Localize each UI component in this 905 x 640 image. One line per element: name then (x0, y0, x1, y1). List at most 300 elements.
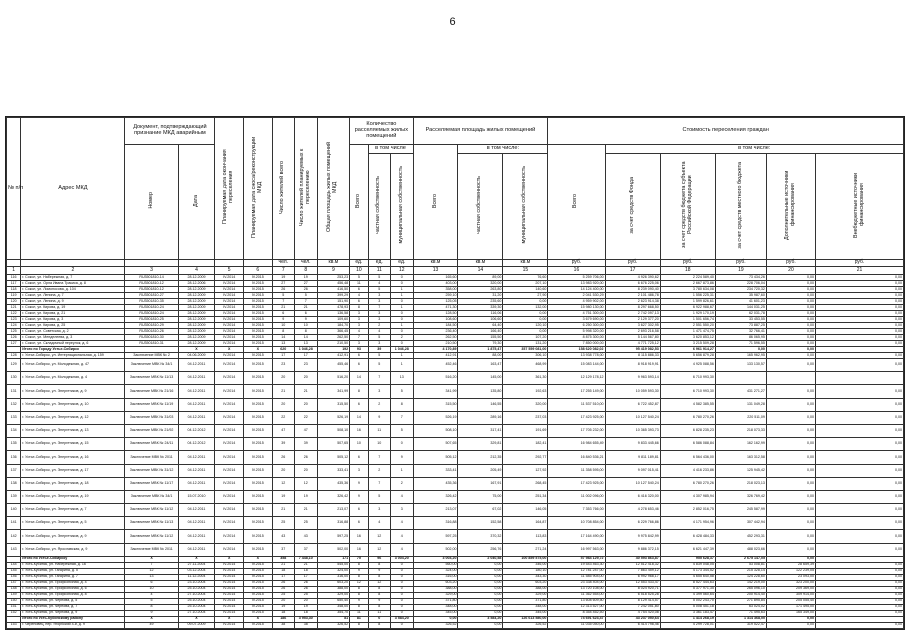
value-cell: 207,10 (503, 281, 548, 287)
relocation-date-cell: IV.2014 (215, 281, 244, 287)
value-cell: 124 228,60 (715, 574, 766, 580)
value-cell: 3 584,20 (458, 616, 503, 622)
value-cell: 6 722 452,87 (605, 398, 660, 411)
value-cell: 25 (295, 517, 317, 530)
value-cell (766, 372, 815, 385)
value-cell: 2 (368, 398, 390, 411)
value-cell: 0 (391, 311, 413, 317)
address-cell: Итого по Городу Устье-Сибирск (21, 347, 125, 353)
value-cell: 0,00 (815, 438, 903, 451)
col-rooms-total-header: Всего (350, 145, 368, 260)
value-cell: 1 (391, 293, 413, 299)
value-cell: 6 961 914,27 (660, 347, 715, 353)
row-number: 147 (7, 580, 21, 586)
value-cell: 317,41 (458, 424, 503, 437)
value-cell: 0,00 (815, 341, 903, 347)
value-cell: 366,45 (317, 329, 350, 335)
value-cell: 0,00 (815, 598, 903, 604)
demolition-date-cell: IV.2015 (243, 580, 272, 586)
value-cell: 146,55 (458, 398, 503, 411)
address-cell: г. Сокол, ул. Складочный переулок, д. 6 (21, 341, 125, 347)
value-cell: 526,19 (413, 411, 458, 424)
col-area-municipal-header: муниципальная собственность (503, 154, 548, 260)
value-cell: 0,00 (458, 598, 503, 604)
unit-cell: ед. (350, 260, 368, 267)
value-cell: 64,40 (458, 323, 503, 329)
value-cell: 6 (350, 451, 368, 464)
value-cell: 0,00 (815, 504, 903, 517)
address-cell: г. Усть-Кубинск, ул. Профсоюзная, д. 8 (21, 592, 125, 598)
value-cell: 4 (350, 329, 368, 335)
value-cell: 307 442,94 (715, 517, 766, 530)
value-cell: 38 (295, 622, 317, 628)
table-row (7, 490, 904, 503)
value-cell: 39 (272, 438, 294, 451)
unit-cell (7, 260, 21, 267)
value-cell: 9 963 593,14 (605, 372, 660, 385)
value-cell: 0,00 (766, 622, 815, 628)
value-cell: 6 (272, 311, 294, 317)
value-cell: 2 551 550,20 (660, 323, 715, 329)
value-cell: 271,24 (503, 543, 548, 556)
table-row (7, 464, 904, 477)
value-cell: 1 (391, 287, 413, 293)
value-cell: 620 (272, 347, 294, 353)
value-cell: 132,00 (503, 305, 548, 311)
relocation-date-cell: IV.2014 (215, 359, 244, 372)
value-cell: 4 751 300,00 (548, 311, 605, 317)
value-cell: 22 (295, 411, 317, 424)
value-cell: 3 (350, 323, 368, 329)
value-cell: 262,50 (413, 335, 458, 341)
value-cell: 0,00 (766, 398, 815, 411)
table-body (7, 275, 904, 629)
relocation-date-cell: IV.2014 (215, 438, 244, 451)
relocation-date-cell: IV.2014 (215, 543, 244, 556)
value-cell: 6 518 525,28 (605, 592, 660, 598)
col-area-private-header: частная собственность (458, 154, 503, 260)
value-cell: 0,00 (458, 586, 503, 592)
value-cell: 1 875,47 (458, 347, 503, 353)
doc-number-cell: Заключение МВК № 31/03 (125, 411, 178, 424)
value-cell: 19 (272, 604, 294, 610)
value-cell: 8 354 452,50 (548, 610, 605, 616)
value-cell: 9 975 842,99 (605, 530, 660, 543)
demolition-date-cell: IV.2015 (243, 317, 272, 323)
value-cell: 21 (295, 385, 317, 398)
doc-date-cell: 15.07.2010 (178, 490, 215, 503)
demolition-date-cell: IV.2015 (243, 562, 272, 568)
value-cell: 14 (350, 372, 368, 385)
doc-number-cell: Заключение МВК № 11/19 (125, 398, 178, 411)
relocation-date-cell: IV.2014 (215, 477, 244, 490)
value-cell: 3 (368, 385, 390, 398)
value-cell: 0,00 (815, 610, 903, 616)
value-cell: 14 (350, 411, 368, 424)
value-cell: 8 918 919,91 (605, 359, 660, 372)
value-cell: 0,00 (815, 398, 903, 411)
doc-number-cell: 49 (125, 622, 178, 628)
value-cell: 191,69 (503, 424, 548, 437)
value-cell: 165 349,00 (766, 610, 815, 616)
value-cell: 125,05 (413, 299, 458, 305)
value-cell: 4 582 385,55 (660, 398, 715, 411)
row-number: 118 (7, 287, 21, 293)
value-cell: 7 242 051,80 (605, 604, 660, 610)
value-cell: 326,52 (413, 622, 458, 628)
doc-number-cell: Заключение МВК № 21/16 (125, 385, 178, 398)
value-cell: 192 (317, 347, 350, 353)
address-cell: г. Устье-Сибирск, ул. Интернациональная, д. 159 (21, 353, 125, 359)
column-number-cell: 16 (548, 267, 605, 275)
value-cell: 0,00 (766, 335, 815, 341)
value-cell: 57 984 129,72 (548, 556, 605, 562)
value-cell: 10 (295, 323, 317, 329)
value-cell: 3 620 853,12 (660, 335, 715, 341)
value-cell: 0 (391, 604, 413, 610)
value-cell: 471,30 (413, 305, 458, 311)
value-cell: 41 601,23 (715, 299, 766, 305)
value-cell: 11 362 554,00 (548, 592, 605, 598)
value-cell: 0 (391, 341, 413, 347)
value-cell: 0,00 (766, 530, 815, 543)
address-cell: г. Устье-Сибирск, ул. Энергетиков, д. 5 (21, 517, 125, 530)
value-cell: 122 239,05 (766, 568, 815, 574)
value-cell: 23 (272, 359, 294, 372)
doc-date-cell: 25.10.2004 (178, 598, 215, 604)
value-cell: 144 031,25 (715, 305, 766, 311)
table-row (7, 385, 904, 398)
value-cell: 81 (317, 616, 350, 622)
row-number: 140 (7, 504, 21, 517)
value-cell: 43 (272, 530, 294, 543)
value-cell: 26 (272, 586, 294, 592)
value-cell: 4 (368, 329, 390, 335)
value-cell: 140,60 (503, 287, 548, 293)
value-cell: 3 361 183,47 (660, 610, 715, 616)
doc-date-cell: 28.12.2009 (178, 329, 215, 335)
relocation-registry-table (6, 117, 904, 629)
value-cell: 71 495,63 (715, 610, 766, 616)
doc-date-cell: 04.12.2011 (178, 504, 215, 517)
value-cell: 315,50 (413, 398, 458, 411)
value-cell: 0,00 (458, 568, 503, 574)
value-cell: 237,03 (503, 411, 548, 424)
value-cell: 251,34 (503, 490, 548, 503)
value-cell: 25 (272, 592, 294, 598)
value-cell: 0,00 (815, 568, 903, 574)
column-number-cell: 13 (413, 267, 458, 275)
value-cell: 236,40 (413, 329, 458, 335)
value-cell: 171 495,00 (766, 604, 815, 610)
value-cell: 371,80 (503, 598, 548, 604)
value-cell: 13 (295, 341, 317, 347)
value-cell: 341,99 (317, 385, 350, 398)
value-cell: 8 129 414,57 (605, 598, 660, 604)
value-cell: 0,00 (815, 477, 903, 490)
value-cell: 354,70 (317, 610, 350, 616)
value-cell: 1 046,28 (391, 347, 413, 353)
value-cell: 320,00 (503, 398, 548, 411)
value-cell: 0,00 (458, 592, 503, 598)
value-cell: 526,19 (317, 411, 350, 424)
value-cell: 18 (295, 610, 317, 616)
doc-date-cell: 28.12.2009 (178, 287, 215, 293)
doc-number-cell: 7 (125, 562, 178, 568)
address-cell: г. Усть-Кубинск, ул. Чернова, д. 5 (21, 598, 125, 604)
doc-date-cell: X (178, 347, 215, 353)
address-cell: г. Устье-Сибирск, ул. Энергетиков, д. 16 (21, 451, 125, 464)
value-cell: 6 (295, 311, 317, 317)
doc-date-cell: 28.12.2009 (178, 305, 215, 311)
value-cell: 26 (295, 287, 317, 293)
value-cell: 0 (391, 329, 413, 335)
value-cell: 316,00 (413, 574, 458, 580)
col-residents-total-header: Число жителей всего (272, 118, 294, 260)
value-cell: 162 162,99 (715, 438, 766, 451)
value-cell: 27 (272, 281, 294, 287)
value-cell: 26 (295, 586, 317, 592)
value-cell: 603,20 (317, 580, 350, 586)
value-cell: 603,20 (503, 580, 548, 586)
value-cell: 0,00 (766, 299, 815, 305)
value-cell: 165 962,95 (715, 353, 766, 359)
value-cell: 0 (391, 568, 413, 574)
value-cell: 0,00 (458, 610, 503, 616)
value-cell: 259,10 (413, 293, 458, 299)
value-cell: 516,20 (317, 372, 350, 385)
value-cell: 26 (295, 451, 317, 464)
relocation-date-cell: IV.2014 (215, 411, 244, 424)
value-cell: 348,00 (317, 604, 350, 610)
doc-date-cell: 04.12.2011 (178, 398, 215, 411)
value-cell: 468,99 (503, 359, 548, 372)
column-number-cell: 4 (178, 267, 215, 275)
value-cell: 142 219,00 (715, 580, 766, 586)
value-cell: 8 (368, 574, 390, 580)
value-cell: 31,20 (458, 293, 503, 299)
value-cell: 0,00 (766, 317, 815, 323)
doc-number-cell: Заключение МВК № 11/12 (125, 504, 178, 517)
value-cell: 53 008,81 (715, 562, 766, 568)
value-cell: 14 124 400,00 (548, 287, 605, 293)
value-cell: 16 984 655,49 (548, 438, 605, 451)
value-cell: 2 742 097,13 (605, 311, 660, 317)
column-number-cell: 11 (368, 267, 390, 275)
doc-date-cell: 04.12.2012 (178, 438, 215, 451)
value-cell: 358,00 (413, 287, 458, 293)
doc-number-cell: Заключение МВК № 21/92 (125, 424, 178, 437)
value-cell: 5 (295, 293, 317, 299)
value-cell: 21 (272, 305, 294, 311)
value-cell: 184,50 (413, 323, 458, 329)
value-cell: 2 (391, 335, 413, 341)
value-cell: 597,25 (317, 530, 350, 543)
table-row (7, 530, 904, 543)
row-number: 129 (7, 359, 21, 372)
value-cell: 19 543 463,30 (548, 562, 605, 568)
value-cell: 0,00 (766, 616, 815, 622)
value-cell: 67,02 (458, 504, 503, 517)
doc-number-cell: Заключение МВК № 11/13 (125, 372, 178, 385)
value-cell: 0,00 (815, 530, 903, 543)
row-number: 152 (7, 610, 21, 616)
value-cell: 388,00 (503, 586, 548, 592)
col-cost-local-header: за счет средств местного бюджета (715, 154, 766, 260)
value-cell: 21 (272, 504, 294, 517)
value-cell: 0,00 (458, 622, 503, 628)
value-cell: 25 (272, 517, 294, 530)
value-cell: 131 049,28 (715, 398, 766, 411)
units-row (7, 260, 904, 267)
address-cell: г. Устье-Сибирск, ул. Энергетиков, д. 12 (21, 411, 125, 424)
value-cell: 0,00 (766, 287, 815, 293)
rooms-in-that-label: в том числе (368, 145, 413, 154)
value-cell: 403,00 (413, 281, 458, 287)
doc-date-cell: 25.10.2004 (178, 586, 215, 592)
value-cell: 0,00 (458, 574, 503, 580)
value-cell: 0,00 (815, 329, 903, 335)
value-cell: 5 (368, 335, 390, 341)
value-cell: 6 (350, 353, 368, 359)
relocation-date-cell: IV.2014 (215, 372, 244, 385)
value-cell: 388,00 (413, 586, 458, 592)
value-cell: 5 (368, 353, 390, 359)
value-cell: 28 659,39 (766, 562, 815, 568)
demolition-date-cell: IV.2015 (243, 517, 272, 530)
unit-cell: руб. (815, 260, 903, 267)
value-cell: 113,83 (503, 530, 548, 543)
value-cell: 62 031,78 (715, 311, 766, 317)
table-row (7, 372, 904, 385)
value-cell: 8 297 668,50 (605, 305, 660, 311)
doc-number-cell: RU3501810-26 (125, 329, 178, 335)
value-cell: 11 (368, 424, 390, 437)
value-cell: 13 (391, 372, 413, 385)
value-cell: 5 (391, 424, 413, 437)
value-cell: 3 215 509,28 (660, 341, 715, 347)
page-number: 6 (449, 16, 456, 28)
table-row (7, 504, 904, 517)
value-cell: 8 (368, 586, 390, 592)
relocation-date-cell: IV.2014 (215, 568, 244, 574)
demolition-date-cell: IV.2015 (243, 329, 272, 335)
value-cell: 6 710 993,30 (660, 385, 715, 398)
value-cell: 9 (350, 477, 368, 490)
unit-cell: кв.м (413, 260, 458, 267)
value-cell: 329,81 (458, 438, 503, 451)
value-cell: 507,65 (317, 438, 350, 451)
value-cell: 12 129 178,12 (548, 372, 605, 385)
value-cell: 163,47 (458, 359, 503, 372)
value-cell: 20 (272, 372, 294, 385)
value-cell: 17 (272, 574, 294, 580)
relocation-date-cell: IV.2014 (215, 424, 244, 437)
doc-date-cell: 28.12.2009 (178, 293, 215, 299)
value-cell: 33 453,55 (715, 317, 766, 323)
value-cell: 1 501 656,74 (660, 317, 715, 323)
value-cell: 2 693 216,58 (605, 329, 660, 335)
value-cell: 339,30 (458, 305, 503, 311)
relocation-date-cell: IV.2014 (215, 580, 244, 586)
value-cell: 151,90 (317, 299, 350, 305)
relocation-date-cell: IV.2014 (215, 311, 244, 317)
relocation-date-cell: IV.2014 (215, 574, 244, 580)
value-cell: 155,50 (458, 335, 503, 341)
demolition-date-cell: IV.2015 (243, 281, 272, 287)
value-cell: 0 (391, 299, 413, 305)
value-cell: 0,00 (815, 490, 903, 503)
column-number-cell: 17 (605, 267, 660, 275)
value-cell: 2 129 377,20 (605, 317, 660, 323)
relocation-date-cell: IV.2014 (215, 398, 244, 411)
doc-date-cell: 04.12.2011 (178, 411, 215, 424)
value-cell: 16 (350, 424, 368, 437)
value-cell: 20 (295, 598, 317, 604)
value-cell: 6 (350, 359, 368, 372)
value-cell: 17 (272, 353, 294, 359)
doc-number-cell: Заключение МВК № 11/17 (125, 477, 178, 490)
value-cell: 1 (391, 464, 413, 477)
address-cell: г. Усть-Кубинск, ул. Чернова, д. 7 (21, 604, 125, 610)
row-number: 153 (7, 622, 21, 628)
value-cell: 8 115 886,33 (605, 353, 660, 359)
value-cell: 316,88 (317, 517, 350, 530)
value-cell: 100 859 575,00 (503, 556, 548, 562)
doc-number-cell: RU3501810-25 (125, 317, 178, 323)
value-cell: 3 (368, 504, 390, 517)
value-cell: 5 259 706,00 (548, 275, 605, 281)
value-cell (715, 372, 766, 385)
value-cell: 253,23 (317, 275, 350, 281)
doc-date-cell: 04.12.2011 (178, 372, 215, 385)
value-cell: 1 929 170,19 (660, 311, 715, 317)
unit-cell (21, 260, 125, 267)
value-cell: 0,00 (766, 347, 815, 353)
doc-number-cell: Заключение МВК № 2 (125, 353, 178, 359)
demolition-date-cell: IV.2015 (243, 372, 272, 385)
demolition-date-cell: IV.2015 (243, 598, 272, 604)
value-cell: 1 (391, 305, 413, 311)
value-cell: 508,10 (317, 424, 350, 437)
address-cell: г. Сокол, ул. Набережная, д. 7 (21, 275, 125, 281)
value-cell: 47 (272, 424, 294, 437)
col-rooms-group-header: Количество расселяемых жилых помещений (350, 118, 413, 145)
value-cell: 2 224 589,40 (660, 275, 715, 281)
value-cell: 0,00 (413, 616, 458, 622)
value-cell: 560,00 (413, 562, 458, 568)
value-cell: 508,10 (413, 424, 458, 437)
value-cell: 209 369,00 (766, 586, 815, 592)
doc-number-cell: 4 (125, 592, 178, 598)
row-number: 127 (7, 341, 21, 347)
relocation-date-cell: IV.2014 (215, 598, 244, 604)
row-number: 125 (7, 329, 21, 335)
value-cell: 11 002 096,00 (548, 490, 605, 503)
value-cell: 13 608 609,50 (548, 598, 605, 604)
value-cell: 6 780 270,26 (660, 411, 715, 424)
value-cell: 10 (350, 438, 368, 451)
value-cell: 603,20 (413, 580, 458, 586)
value-cell: 8 (350, 604, 368, 610)
address-cell: г. Сокол, ул. Кирова, д. 19 (21, 305, 125, 311)
relocation-date-cell: IV.2014 (215, 610, 244, 616)
value-cell: 0,00 (503, 299, 548, 305)
col-cost-total-header: Всего (548, 145, 605, 260)
value-cell: 0,00 (766, 359, 815, 372)
value-cell: 11 035 050,00 (548, 622, 605, 628)
value-cell: 0,00 (815, 592, 903, 598)
